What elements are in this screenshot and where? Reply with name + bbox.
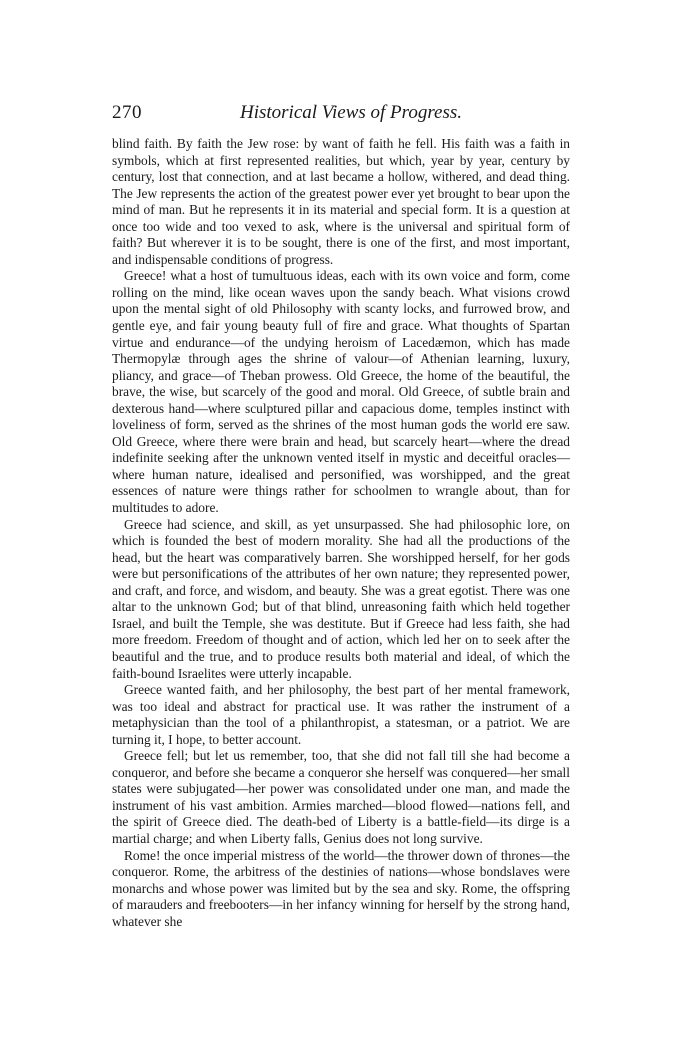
book-page: [112, 102, 570, 930]
running-title: Historical Views of Progress.: [239, 102, 463, 123]
paragraph-greece-science: Greece had science, and skill, as yet unsurpassed. She had philosophic lore, on which is founded the best of modern morality. She had all the productions of the head, but the heart was comparatively barren. She worshipped herself, for her gods were but personifications of the attributes of her own nature; they represented power, and craft, and force, and wisdom, and beauty. She was a great egotist. There was one altar to the unknown God; but of that blind, unreasoning faith which held together Israel, and built the Temple, she was destitute. But if Greece had less faith, she had more freedom. Freedom of thought and of action, which led her on to seek after the beautiful and the true, and to produce results both material and ideal, of which the faith-bound Israelites were utterly incapable.: [112, 516, 570, 681]
paragraph-rome: Rome! the once imperial mistress of the world—the thrower down of thrones—the conqueror. Rome, the arbitress of the destinies of nations—whose bondslaves were monarchs and whose power was limited but by the sea and sky. Rome, the offspring of marauders and freebooters—in her infancy winning for herself by the strong hand, whatever she: [112, 847, 570, 929]
paragraph-greece-fell: Greece fell; but let us remember, too, that she did not fall till she had become a conqueror, and before she became a conqueror she herself was conquered—her small states were subjugated—her power was consolidated under one man, and made the instrument of his vast ambition. Armies marched—blood flowed—nations fell, and the spirit of Greece died. The death-bed of Liberty is a battle-field—its dirge is a martial charge; and when Liberty falls, Genius does not long survive.: [112, 748, 570, 846]
paragraph-greece-ideas: Greece! what a host of tumultuous ideas, each with its own voice and form, come rolling on the mind, like ocean waves upon the sandy beach. What visions crowd upon the mental sight of old Philosophy with scanty locks, and furrowed brow, and gentle eye, and fair young beauty full of fire and grace. What thoughts of Spartan virtue and endurance—of the undying heroism of Lacedæmon, which has made Thermopylæ through ages the shrine of valour—of Athenian learning, luxury, pliancy, and grace—of Theban prowess. Old Greece, the home of the beautiful, the brave, the wise, but scarcely of the good and moral. Old Greece, of subtle brain and dexterous hand—where sculptured pillar and capacious dome, temples instinct with loveliness of form, served as the shrines of the most human gods the world ere saw. Old Greece, where there were brain and head, but scarcely heart—where the dread indefinite seeking after the unknown vented itself in mystic and deceitful oracles—where human nature, idealised and personified, was worshipped, and the great essences of nature were things rather for schoolmen to wrangle about, than for multitudes to adore.: [112, 268, 570, 516]
page-number: 270: [112, 102, 142, 123]
paragraph-greece-faith: Greece wanted faith, and her philosophy, the best part of her mental framework, was too ideal and abstract for practical use. It was rather the instrument of a metaphysician than the tool of a philanthropist, a statesman, or a patriot. We are turning it, I hope, to better account.: [112, 682, 570, 747]
page-header: [112, 102, 570, 130]
body-text: [112, 136, 570, 930]
paragraph-continued: blind faith. By faith the Jew rose: by want of faith he fell. His faith was a faith in symbols, which at first represented realities, but which, year by year, century by century, lost that connection, and at last became a hollow, withered, and dead thing. The Jew represents the action of the greatest power ever yet brought to bear upon the mind of man. But he represents it in its material and special form. It is a question at once too wide and too vexed to ask, where is the universal and spiritual form of faith? But wherever it is to be sought, there is one of the first, and most important, and indispensable conditions of progress.: [112, 136, 570, 267]
